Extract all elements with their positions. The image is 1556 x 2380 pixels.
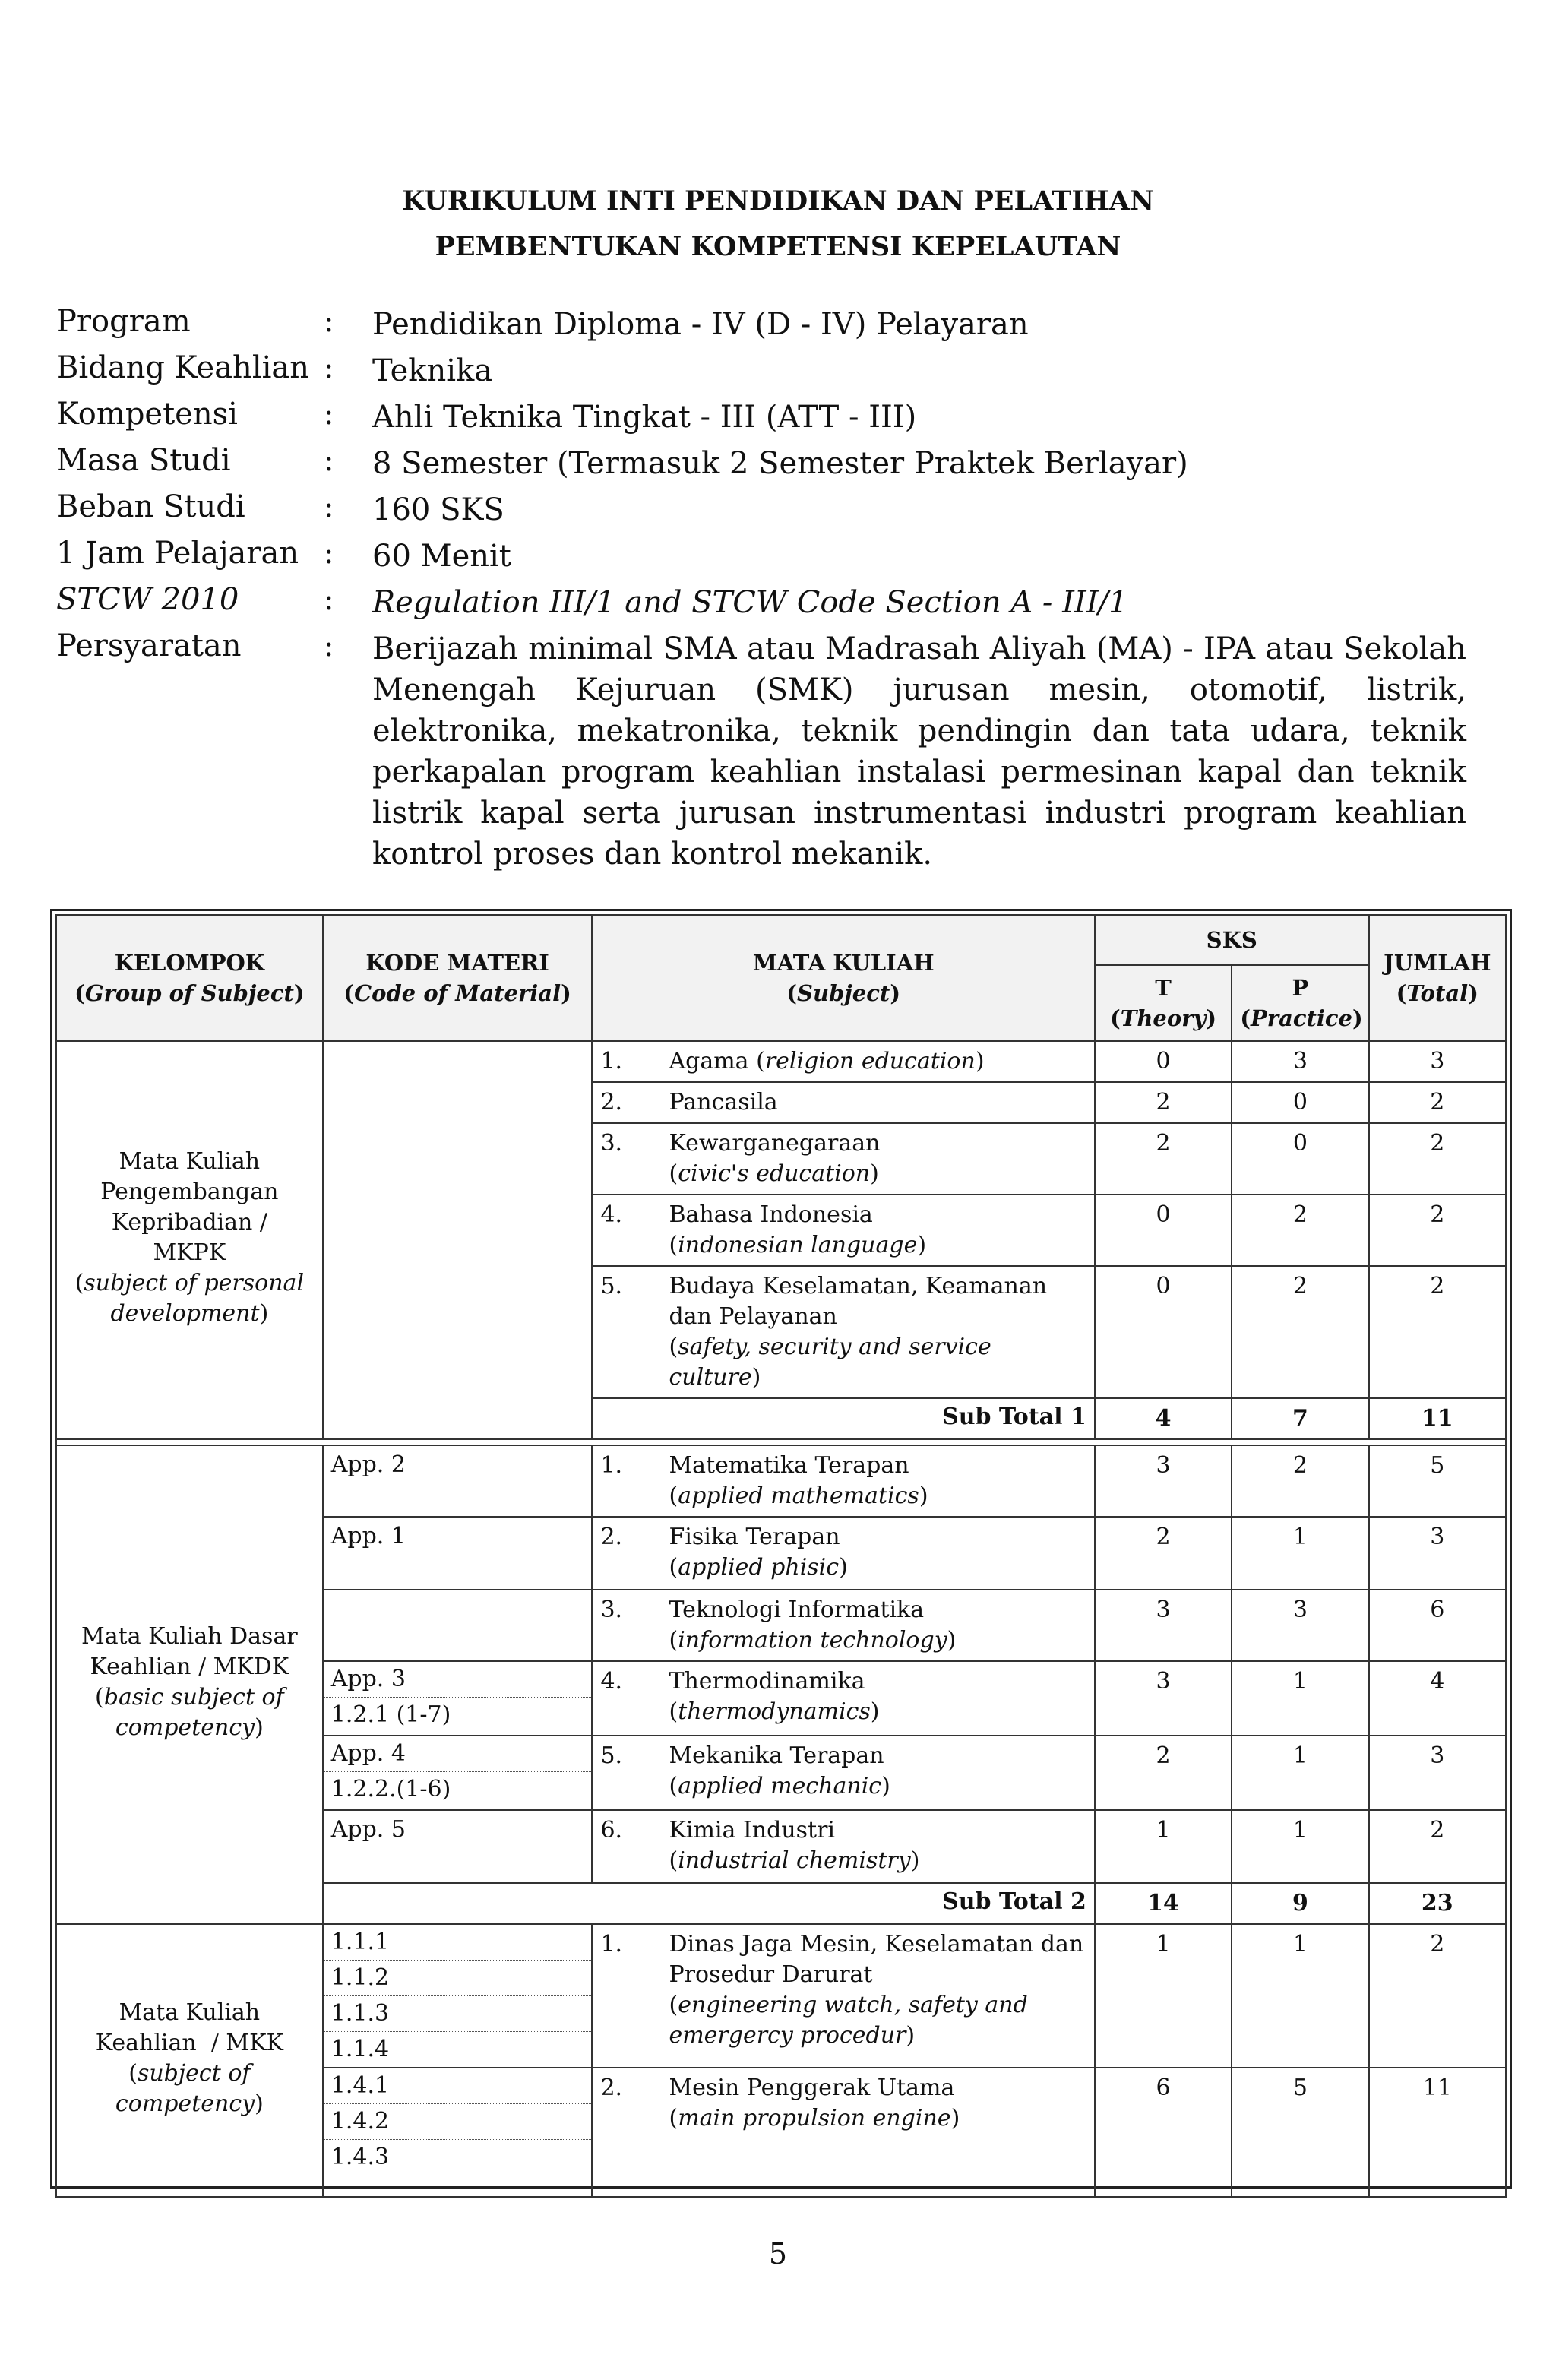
code-cell: App. 5	[323, 1810, 593, 1883]
subject-name: Teknologi Informatika	[669, 1597, 925, 1623]
header-kelompok: KELOMPOK (Group of Subject)	[56, 915, 323, 1041]
meta-label: Beban Studi	[56, 489, 245, 524]
code-item: 1.4.1	[324, 2068, 592, 2104]
group-name-line: MKPK	[153, 1239, 226, 1266]
subject-name: Bahasa Indonesia	[669, 1201, 873, 1228]
total-value: 2	[1369, 1810, 1506, 1883]
meta-colon: :	[324, 397, 334, 432]
subject-name: Matematika Terapan	[669, 1452, 909, 1479]
subject-name-en: information technology	[678, 1627, 947, 1654]
practice-value: 2	[1232, 1445, 1368, 1517]
code-cell: App. 1	[323, 1517, 593, 1590]
meta-value: 60 Menit	[372, 539, 511, 574]
group-cell-mkpk: Mata Kuliah Pengembangan Kepribadian / MKPK (subject of personal development)	[56, 1041, 323, 1439]
total-value: 2	[1369, 1082, 1506, 1123]
subject-cell: 5. Budaya Keselamatan, Keamanan dan Pelayanan (safety, security and service culture)	[592, 1266, 1094, 1398]
practice-value: 1	[1232, 1810, 1368, 1883]
subtotal-theory: 14	[1095, 1883, 1232, 1924]
group-cell-mkk: Mata Kuliah Keahlian / MKK (subject of competency)	[56, 1924, 323, 2197]
theory-value: 2	[1095, 1517, 1232, 1590]
subtotal-total: 23	[1369, 1883, 1506, 1924]
meta-colon: :	[324, 304, 334, 339]
meta-colon: :	[324, 536, 334, 571]
meta-label: Persyaratan	[56, 628, 242, 663]
theory-value: 0	[1095, 1041, 1232, 1082]
theory-value: 2	[1095, 1736, 1232, 1810]
group-name-en-line: subject of personal	[84, 1270, 305, 1296]
header-jumlah-label: JUMLAH	[1384, 950, 1491, 976]
code-item: App. 4	[324, 1736, 592, 1772]
code-cell-empty	[323, 1041, 593, 1439]
meta-colon: :	[324, 582, 334, 617]
header-p-label: P	[1292, 975, 1309, 1001]
subject-name: Mesin Penggerak Utama	[669, 2075, 955, 2101]
subject-cell: 6. Kimia Industri (industrial chemistry)	[592, 1810, 1094, 1883]
group-cell-mkdk: Mata Kuliah Dasar Keahlian / MKDK (basic subject of competency)	[56, 1445, 323, 1924]
code-item: 1.1.3	[324, 1996, 592, 2032]
subject-name-en: indonesian language	[678, 1232, 918, 1258]
meta-value: Teknika	[372, 353, 493, 388]
code-cell-empty	[323, 1590, 593, 1661]
meta-value: 8 Semester (Termasuk 2 Semester Praktek Berlayar)	[372, 446, 1188, 481]
group-name-en-line: competency	[115, 1714, 255, 1741]
total-value: 5	[1369, 1445, 1506, 1517]
header-mata-en: Subject	[797, 980, 890, 1006]
subject-number: 4.	[600, 1201, 623, 1228]
subject-number: 5.	[600, 1742, 623, 1769]
subtotal-total: 11	[1369, 1398, 1506, 1439]
practice-value: 5	[1232, 2068, 1368, 2197]
header-kelompok-en: Group of Subject	[84, 980, 294, 1006]
practice-value: 1	[1232, 1517, 1368, 1590]
curriculum-table-frame	[50, 909, 1512, 2189]
practice-value: 1	[1232, 1924, 1368, 2068]
theory-value: 0	[1095, 1195, 1232, 1266]
meta-colon: :	[324, 628, 334, 663]
meta-row-stcw	[56, 582, 1477, 628]
practice-value: 0	[1232, 1123, 1368, 1195]
subtotal-theory: 4	[1095, 1398, 1232, 1439]
meta-row-program	[56, 304, 1477, 350]
code-item: 1.1.4	[330, 2036, 390, 2062]
subject-number: 2.	[600, 2075, 623, 2101]
practice-value: 1	[1232, 1661, 1368, 1736]
code-item: 1.2.1 (1-7)	[330, 1701, 451, 1728]
meta-label: Kompetensi	[56, 397, 238, 432]
subject-name-en: applied mechanic	[678, 1773, 882, 1799]
subject-name-en: engineering watch, safety and emergercy procedur	[669, 1992, 1028, 2049]
total-value: 2	[1369, 1924, 1506, 2068]
subject-cell: 1. Agama (religion education)	[592, 1041, 1094, 1082]
subject-name: Kimia Industri	[669, 1817, 836, 1844]
meta-row-bidang-keahlian	[56, 350, 1477, 397]
meta-value: 160 SKS	[372, 492, 504, 527]
subject-cell: 2. Fisika Terapan (applied phisic)	[592, 1517, 1094, 1590]
meta-label: STCW 2010	[56, 582, 239, 617]
header-kode-en: Code of Material	[354, 980, 561, 1006]
subject-cell	[592, 1082, 1094, 1123]
group-name-line: Keahlian / MKK	[95, 2029, 283, 2056]
subject-name: Pancasila	[669, 1089, 778, 1116]
table-row	[56, 1924, 1506, 2068]
subject-number: 5.	[600, 1273, 623, 1299]
total-value: 2	[1369, 1123, 1506, 1195]
total-value: 11	[1369, 2068, 1506, 2197]
subtotal-label: Sub Total 1	[592, 1398, 1094, 1439]
subject-name: Fisika Terapan	[669, 1524, 840, 1550]
program-info	[56, 304, 1477, 875]
subject-name-en: applied phisic	[678, 1554, 840, 1581]
subject-name-en: safety, security and service culture	[669, 1334, 991, 1391]
subject-name-en: civic's education	[678, 1160, 871, 1187]
meta-label: Program	[56, 304, 191, 339]
meta-value: Regulation III/1 and STCW Code Section A - III/1	[372, 585, 1128, 620]
meta-row-kompetensi	[56, 397, 1477, 443]
meta-colon: :	[324, 350, 334, 385]
header-jumlah: JUMLAH (Total)	[1369, 915, 1506, 1041]
meta-label: 1 Jam Pelajaran	[56, 536, 299, 571]
total-value: 4	[1369, 1661, 1506, 1736]
practice-value: 3	[1232, 1041, 1368, 1082]
subject-cell: 4. Thermodinamika (thermodynamics)	[592, 1661, 1094, 1736]
subject-cell: 2. Mesin Penggerak Utama (main propulsion engine)	[592, 2068, 1094, 2197]
subject-name-en: main propulsion engine	[678, 2105, 951, 2132]
group-name-en-line: basic subject of	[103, 1684, 284, 1711]
theory-value: 2	[1095, 1082, 1232, 1123]
meta-row-beban-studi	[56, 489, 1477, 536]
subject-name: Agama	[669, 1048, 749, 1074]
meta-row-jam-pelajaran	[56, 536, 1477, 582]
group-name-line: Keahlian / MKDK	[90, 1654, 289, 1680]
header-kode-label: KODE MATERI	[365, 950, 549, 976]
code-item: 1.4.2	[324, 2104, 592, 2140]
subject-cell: 4. Bahasa Indonesia (indonesian language)	[592, 1195, 1094, 1266]
group-separator	[56, 1439, 1506, 1445]
table-row	[56, 1445, 1506, 1517]
subject-name-en: thermodynamics	[678, 1698, 871, 1725]
code-cell	[323, 2068, 593, 2197]
meta-value-requirements: Berijazah minimal SMA atau Madrasah Aliyah (MA) - IPA atau Sekolah Menengah Kejuruan (SMK) jurusan mesin, otomotif, listrik, elektronika, mekatronika, teknik pendingin dan tata udara, teknik perkapalan program keahlian instalasi permesinan kapal dan teknik listrik kapal serta jurusan instrumentasi industri program keahlian kontrol proses dan kontrol mekanik.	[372, 631, 1466, 872]
subject-number: 4.	[600, 1668, 623, 1695]
practice-value: 1	[1232, 1736, 1368, 1810]
group-name-en-line: competency	[115, 2090, 255, 2117]
meta-label: Bidang Keahlian	[56, 350, 310, 385]
subject-name: Dinas Jaga Mesin, Keselamatan dan Prosedur Darurat	[669, 1931, 1084, 1988]
subject-name: Mekanika Terapan	[669, 1742, 884, 1769]
total-value: 3	[1369, 1517, 1506, 1590]
practice-value: 3	[1232, 1590, 1368, 1661]
subject-number: 1.	[600, 1048, 623, 1074]
group-name-line: Pengembangan	[100, 1179, 279, 1205]
document-title-line1: KURIKULUM INTI PENDIDIKAN DAN PELATIHAN	[402, 185, 1154, 217]
practice-value: 0	[1232, 1082, 1368, 1123]
subject-name-en: religion education	[764, 1048, 976, 1074]
meta-label: Masa Studi	[56, 443, 231, 478]
header-practice: P (Practice)	[1232, 965, 1368, 1041]
subtotal-label: Sub Total 2	[323, 1883, 1095, 1924]
total-value: 3	[1369, 1041, 1506, 1082]
subject-cell: 5. Mekanika Terapan (applied mechanic)	[592, 1736, 1094, 1810]
group-name-en-line: subject of	[137, 2059, 251, 2087]
subject-number: 6.	[600, 1817, 623, 1844]
group-name-line: Mata Kuliah	[119, 1999, 261, 2026]
header-t-label: T	[1155, 975, 1172, 1001]
header-kelompok-label: KELOMPOK	[114, 950, 265, 976]
meta-value: Pendidikan Diploma - IV (D - IV) Pelayaran	[372, 307, 1029, 342]
group-name-line: Kepribadian /	[111, 1209, 267, 1236]
total-value: 6	[1369, 1590, 1506, 1661]
theory-value: 3	[1095, 1661, 1232, 1736]
code-cell	[323, 1924, 593, 2068]
code-cell	[323, 1736, 593, 1810]
theory-value: 3	[1095, 1445, 1232, 1517]
meta-row-masa-studi	[56, 443, 1477, 489]
code-cell	[323, 1661, 593, 1736]
subject-number: 1.	[600, 1452, 623, 1479]
header-mata-label: MATA KULIAH	[752, 950, 935, 976]
code-cell: App. 2	[323, 1445, 593, 1517]
meta-colon: :	[324, 443, 334, 478]
subject-name-en: applied mathematics	[678, 1483, 919, 1509]
header-kode: KODE MATERI (Code of Material)	[323, 915, 593, 1041]
code-item: App. 3	[324, 1662, 592, 1698]
header-t-en: Theory	[1120, 1005, 1207, 1031]
page-number: 5	[768, 2237, 788, 2271]
subject-number: 2.	[600, 1524, 623, 1550]
total-value: 3	[1369, 1736, 1506, 1810]
subject-name: Kewarganegaraan	[669, 1130, 881, 1157]
header-theory: T (Theory)	[1095, 965, 1232, 1041]
subject-number: 1.	[600, 1931, 623, 1957]
code-item: 1.2.2.(1-6)	[330, 1776, 451, 1802]
subject-number: 3.	[600, 1597, 623, 1623]
group-name-line: Mata Kuliah	[119, 1148, 261, 1175]
theory-value: 0	[1095, 1266, 1232, 1398]
subject-cell: 3. Teknologi Informatika (information technology)	[592, 1590, 1094, 1661]
practice-value: 2	[1232, 1195, 1368, 1266]
theory-value: 3	[1095, 1590, 1232, 1661]
header-jumlah-en: Total	[1406, 980, 1469, 1006]
code-item: 1.4.3	[330, 2144, 390, 2170]
subject-cell: 3. Kewarganegaraan (civic's education)	[592, 1123, 1094, 1195]
subject-cell: 1. Dinas Jaga Mesin, Keselamatan dan Prosedur Darurat (engineering watch, safety and emergercy procedur)	[592, 1924, 1094, 2068]
subject-name-en: industrial chemistry	[678, 1847, 911, 1874]
subtotal-practice: 9	[1232, 1883, 1368, 1924]
meta-value: Ahli Teknika Tingkat - III (ATT - III)	[372, 400, 917, 435]
theory-value: 1	[1095, 1924, 1232, 2068]
meta-colon: :	[324, 489, 334, 524]
curriculum-table	[55, 914, 1507, 2198]
practice-value: 2	[1232, 1266, 1368, 1398]
document-title-line2: PEMBENTUKAN KOMPETENSI KEPELAUTAN	[435, 231, 1121, 262]
subject-number: 2.	[600, 1089, 623, 1116]
subject-name: Budaya Keselamatan, Keamanan dan Pelayanan	[669, 1273, 1048, 1330]
header-p-en: Practice	[1250, 1005, 1353, 1031]
subject-cell: 1. Matematika Terapan (applied mathematics)	[592, 1445, 1094, 1517]
code-item: 1.1.2	[324, 1961, 592, 1996]
theory-value: 6	[1095, 2068, 1232, 2197]
theory-value: 1	[1095, 1810, 1232, 1883]
total-value: 2	[1369, 1266, 1506, 1398]
header-sks: SKS	[1095, 915, 1369, 965]
total-value: 2	[1369, 1195, 1506, 1266]
meta-row-persyaratan	[56, 628, 1477, 875]
header-mata-kuliah: MATA KULIAH (Subject)	[592, 915, 1094, 1041]
theory-value: 2	[1095, 1123, 1232, 1195]
subject-name: Thermodinamika	[669, 1668, 865, 1695]
subtotal-practice: 7	[1232, 1398, 1368, 1439]
group-name-line: Mata Kuliah Dasar	[81, 1623, 298, 1650]
table-row	[56, 1041, 1506, 1082]
group-name-en-line: development	[110, 1300, 260, 1327]
subject-number: 3.	[600, 1130, 623, 1157]
code-item: 1.1.1	[324, 1925, 592, 1961]
